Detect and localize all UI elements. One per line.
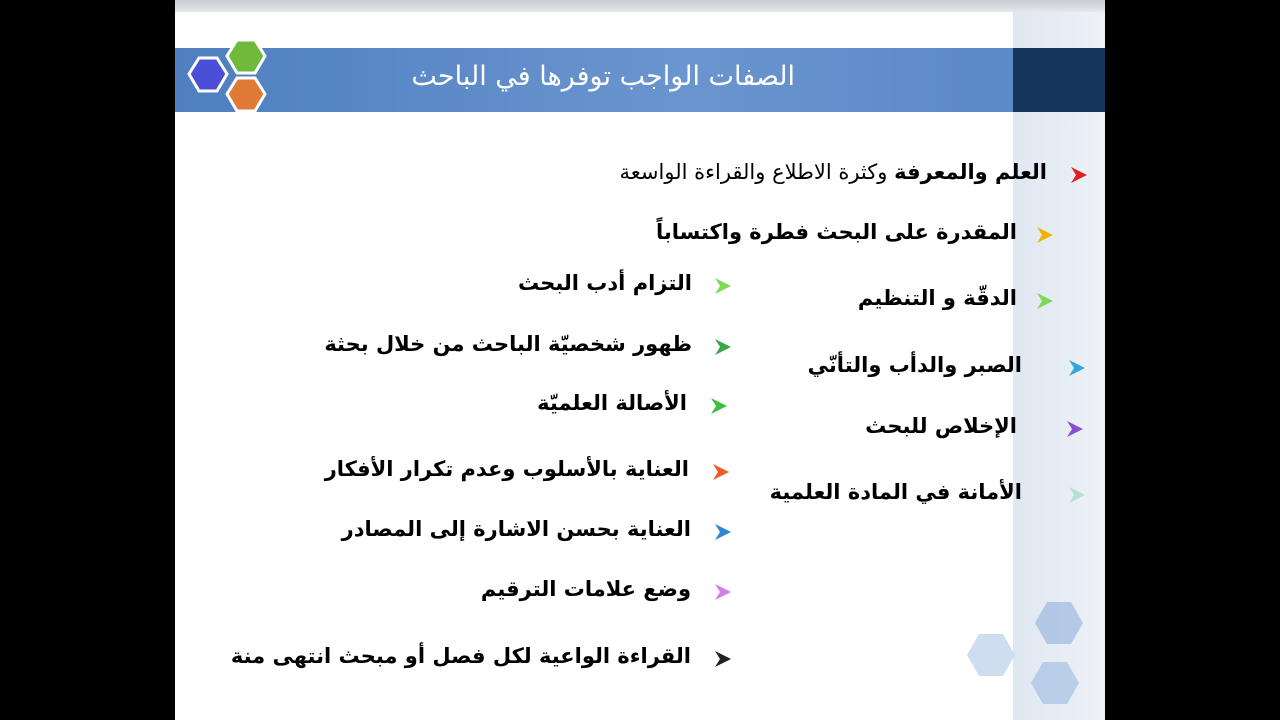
list-item: الأمانة في المادة العلمية <box>769 480 1022 504</box>
list-item: العلم والمعرفة وكثرة الاطلاع والقراءة الواسعة <box>619 160 1047 184</box>
arrow-bullet-icon <box>1063 419 1085 439</box>
arrow-bullet-icon <box>1033 225 1055 245</box>
green-hexagon <box>227 40 265 73</box>
blue-hexagon <box>189 58 227 91</box>
list-item: وضع علامات الترقيم <box>480 577 691 601</box>
title-bar-dark-end <box>1013 48 1105 112</box>
list-item: الدقّة و التنظيم <box>857 286 1017 310</box>
arrow-bullet-icon <box>1065 485 1087 505</box>
list-item: الصبر والدأب والتأنّي <box>807 353 1022 377</box>
arrow-bullet-icon <box>1065 358 1087 378</box>
list-item: المقدرة على البحث فطرة واكتساباً <box>655 220 1017 244</box>
arrow-bullet-icon <box>711 582 733 602</box>
arrow-bullet-icon <box>711 276 733 296</box>
arrow-bullet-icon <box>709 462 731 482</box>
slide <box>175 0 1105 720</box>
top-strip <box>175 0 1105 12</box>
arrow-bullet-icon <box>707 396 729 416</box>
arrow-bullet-icon <box>711 522 733 542</box>
list-item: ظهور شخصيّة الباحث من خلال بحثة <box>324 332 692 356</box>
orange-hexagon <box>227 78 265 111</box>
arrow-bullet-icon <box>1067 165 1089 185</box>
list-item: الإخلاص للبحث <box>865 414 1017 438</box>
hexagon-logo-icon <box>183 36 279 128</box>
list-item: التزام أدب البحث <box>517 271 692 295</box>
slide-title: الصفات الواجب توفرها في الباحث <box>411 61 795 92</box>
list-item: العناية بالأسلوب وعدم تكرار الأفكار <box>324 457 689 481</box>
decorative-hexagons-icon <box>965 590 1095 720</box>
arrow-bullet-icon <box>711 337 733 357</box>
arrow-bullet-icon <box>1033 291 1055 311</box>
list-item: العناية بحسن الاشارة إلى المصادر <box>341 517 691 541</box>
list-item: القراءة الواعية لكل فصل أو مبحث انتهى منة <box>230 644 691 668</box>
list-item: الأصالة العلميّة <box>537 391 687 415</box>
arrow-bullet-icon <box>711 649 733 669</box>
